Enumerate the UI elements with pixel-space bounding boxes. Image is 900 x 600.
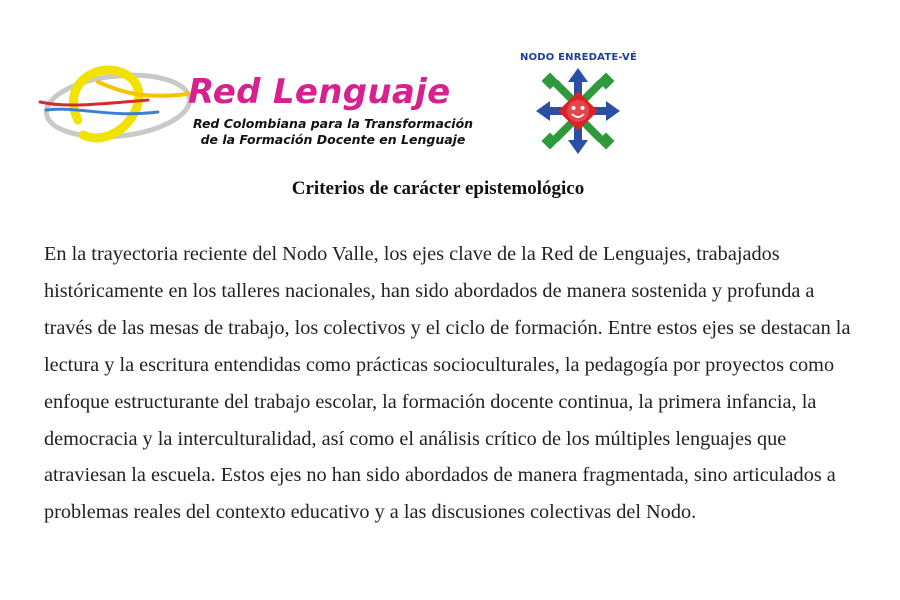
red-lenguaje-logo (38, 60, 488, 160)
nodo-enredate-logo (520, 52, 640, 162)
red-lenguaje-subtitle (188, 116, 478, 148)
red-lenguaje-title: Red Lenguaje (188, 72, 451, 112)
red-lenguaje-swoosh-icon (38, 60, 198, 160)
body-paragraph: En la trayectoria reciente del Nodo Valle, los ejes clave de la Red de Lenguajes, trabajados históricamente en los talleres nacionales, han sido abordados de manera sostenida y profunda a través de las mesas de trabajo, los colectivos y el ciclo de formación. Entre estos ejes se destacan la lectura y la escritura entendidas como prácticas socioculturales, la pedagogía por proyectos como enfoque estructurante del trabajo escolar, la formación docente continua, la primera infancia, la democracia y la interculturalidad, así como el análisis crítico de los múltiples lenguajes que atraviesan la escuela. Estos ejes no han sido abordados de manera fragmentada, sino articulados a problemas reales del contexto educativo y a las discusiones colectivas del Nodo. (44, 243, 851, 524)
nodo-enredate-caption: NODO ENREDATE-VÉ (520, 52, 637, 63)
nodo-enredate-emblem-icon (536, 66, 620, 156)
section-heading: Criterios de carácter epistemológico (291, 178, 585, 199)
red-lenguaje-subtitle-line1: Red Colombiana para la Transformación (192, 116, 474, 131)
red-lenguaje-subtitle-line2: de la Formación Docente en Lenguaje (200, 132, 466, 147)
